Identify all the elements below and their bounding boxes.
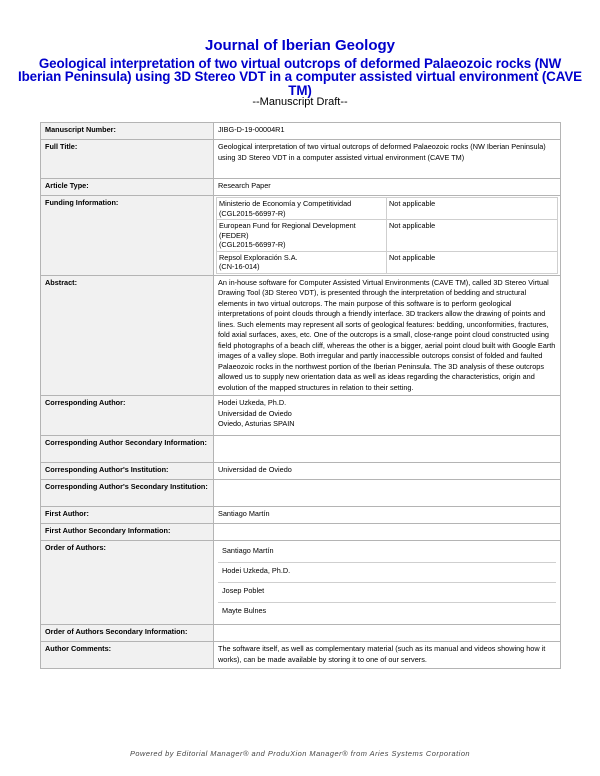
- corresponding-institution-value: Universidad de Oviedo: [214, 463, 561, 480]
- row-order-of-authors: [41, 541, 561, 625]
- field-label: Article Type:: [41, 179, 214, 196]
- corresponding-author-value: [214, 396, 561, 436]
- funding-recipient: Not applicable: [387, 198, 558, 220]
- field-label: Order of Authors Secondary Information:: [41, 625, 214, 642]
- field-label: Manuscript Number:: [41, 123, 214, 140]
- funding-row: [217, 251, 558, 273]
- document-header: [0, 37, 600, 108]
- funding-row: [217, 198, 558, 220]
- funding-source: European Fund for Regional Development (FEDER) (CGL2015-66997-R): [217, 220, 387, 252]
- journal-name: Journal of Iberian Geology: [204, 37, 396, 54]
- funding-table: [216, 197, 558, 274]
- field-label: Author Comments:: [41, 642, 214, 669]
- field-label: Corresponding Author's Institution:: [41, 463, 214, 480]
- row-author-comments: [41, 642, 561, 669]
- funding-row: [217, 220, 558, 252]
- field-label: Corresponding Author's Secondary Institution:: [41, 480, 214, 507]
- row-full-title: [41, 140, 561, 179]
- row-corresponding-institution: [41, 463, 561, 480]
- field-label: Order of Authors:: [41, 541, 214, 625]
- field-label: First Author Secondary Information:: [41, 524, 214, 541]
- field-label: Funding Information:: [41, 196, 214, 276]
- row-corresponding-author: [41, 396, 561, 436]
- author-entry: Santiago Martín: [218, 543, 556, 563]
- corresponding-author-affiliation: Universidad de Oviedo: [218, 408, 292, 418]
- row-first-author-secondary: [41, 524, 561, 541]
- author-entry: Hodei Uzkeda, Ph.D.: [218, 563, 556, 583]
- corresponding-author-location: Oviedo, Asturias SPAIN: [218, 419, 295, 428]
- field-label: Abstract:: [41, 275, 214, 396]
- row-article-type: [41, 179, 561, 196]
- corresponding-author-name: Hodei Uzkeda, Ph.D.: [218, 398, 287, 407]
- manuscript-title: Geological interpretation of two virtual outcrops of deformed Palaeozoic rocks (NW Iberian Peninsula) using 3D Stereo VDT in a computer assisted virtual environment (CAVE TM): [17, 56, 582, 98]
- funding-recipient: Not applicable: [387, 220, 558, 252]
- field-label: Corresponding Author:: [41, 396, 214, 436]
- row-manuscript-number: [41, 123, 561, 140]
- first-author-secondary-value: [214, 524, 561, 541]
- first-author-value: Santiago Martín: [214, 507, 561, 524]
- draft-label: --Manuscript Draft--: [252, 96, 348, 109]
- row-first-author: [41, 507, 561, 524]
- field-label: Full Title:: [41, 140, 214, 179]
- order-secondary-value: [214, 625, 561, 642]
- order-of-authors-list: [214, 541, 561, 625]
- article-type-value: Research Paper: [214, 179, 561, 196]
- row-corresponding-secondary-institution: [41, 480, 561, 507]
- footer-credit: Powered by Editorial Manager® and ProduXion Manager® from Aries Systems Corporation: [129, 749, 471, 758]
- row-abstract: [41, 275, 561, 396]
- field-label: First Author:: [41, 507, 214, 524]
- funding-source: Ministerio de Economía y Competitividad (CGL2015-66997-R): [217, 198, 387, 220]
- manuscript-number-value: JIBG-D-19-00004R1: [214, 123, 561, 140]
- row-funding: [41, 196, 561, 276]
- author-entry: Josep Poblet: [218, 583, 556, 603]
- manuscript-metadata-table: [40, 122, 561, 669]
- author-entry: Mayte Bulnes: [222, 606, 267, 615]
- row-corresponding-author-secondary: [41, 436, 561, 463]
- funding-source: Repsol Exploración S.A. (CN-16-014): [217, 251, 387, 273]
- corresponding-secondary-institution-value: [214, 480, 561, 507]
- corresponding-author-secondary-value: [214, 436, 561, 463]
- field-label: Corresponding Author Secondary Information:: [41, 436, 214, 463]
- abstract-value: An in-house software for Computer Assisted Virtual Environments (CAVE TM), called 3D Stereo Virtual Drawing Tool (3D Stereo VDT), is presented through the interpretation of bedding and structural elements in two virtual outcrops. The main purpose of this software is to perform geological interpretations of point clouds through a friendly interface. 3D trackers allow the drawing of points and lines. Such elements may represent all sorts of geological features: bedding, unconformities, fractures, fold axial surfaces, axes, etc. One of the outcrops is a small, close-range point cloud constructed using field photographs of a beach cliff, whereas the other is a bigger, aerial point cloud built with Google Earth images of a valley slope. Both irregular and partly inaccessible outcrops consist of folded and faulted Palaeozoic rocks in the northwest portion of the Iberian Peninsula. The 3D analysis of these outcrops allowed us to supply new orientation data as well as ideas regarding the characteristics, origin and evolution of the mapped structures in relation to their setting.: [214, 275, 561, 396]
- row-order-secondary: [41, 625, 561, 642]
- funding-recipient: Not applicable: [387, 251, 558, 273]
- full-title-value: Geological interpretation of two virtual outcrops of deformed Palaeozoic rocks (NW Iberian Peninsula) using 3D Stereo VDT in a computer assisted virtual environment (CAVE TM): [214, 140, 561, 179]
- author-comments-value: The software itself, as well as complementary material (such as its manual and videos showing how it works), can be made available by storing it to one of our servers.: [214, 642, 561, 669]
